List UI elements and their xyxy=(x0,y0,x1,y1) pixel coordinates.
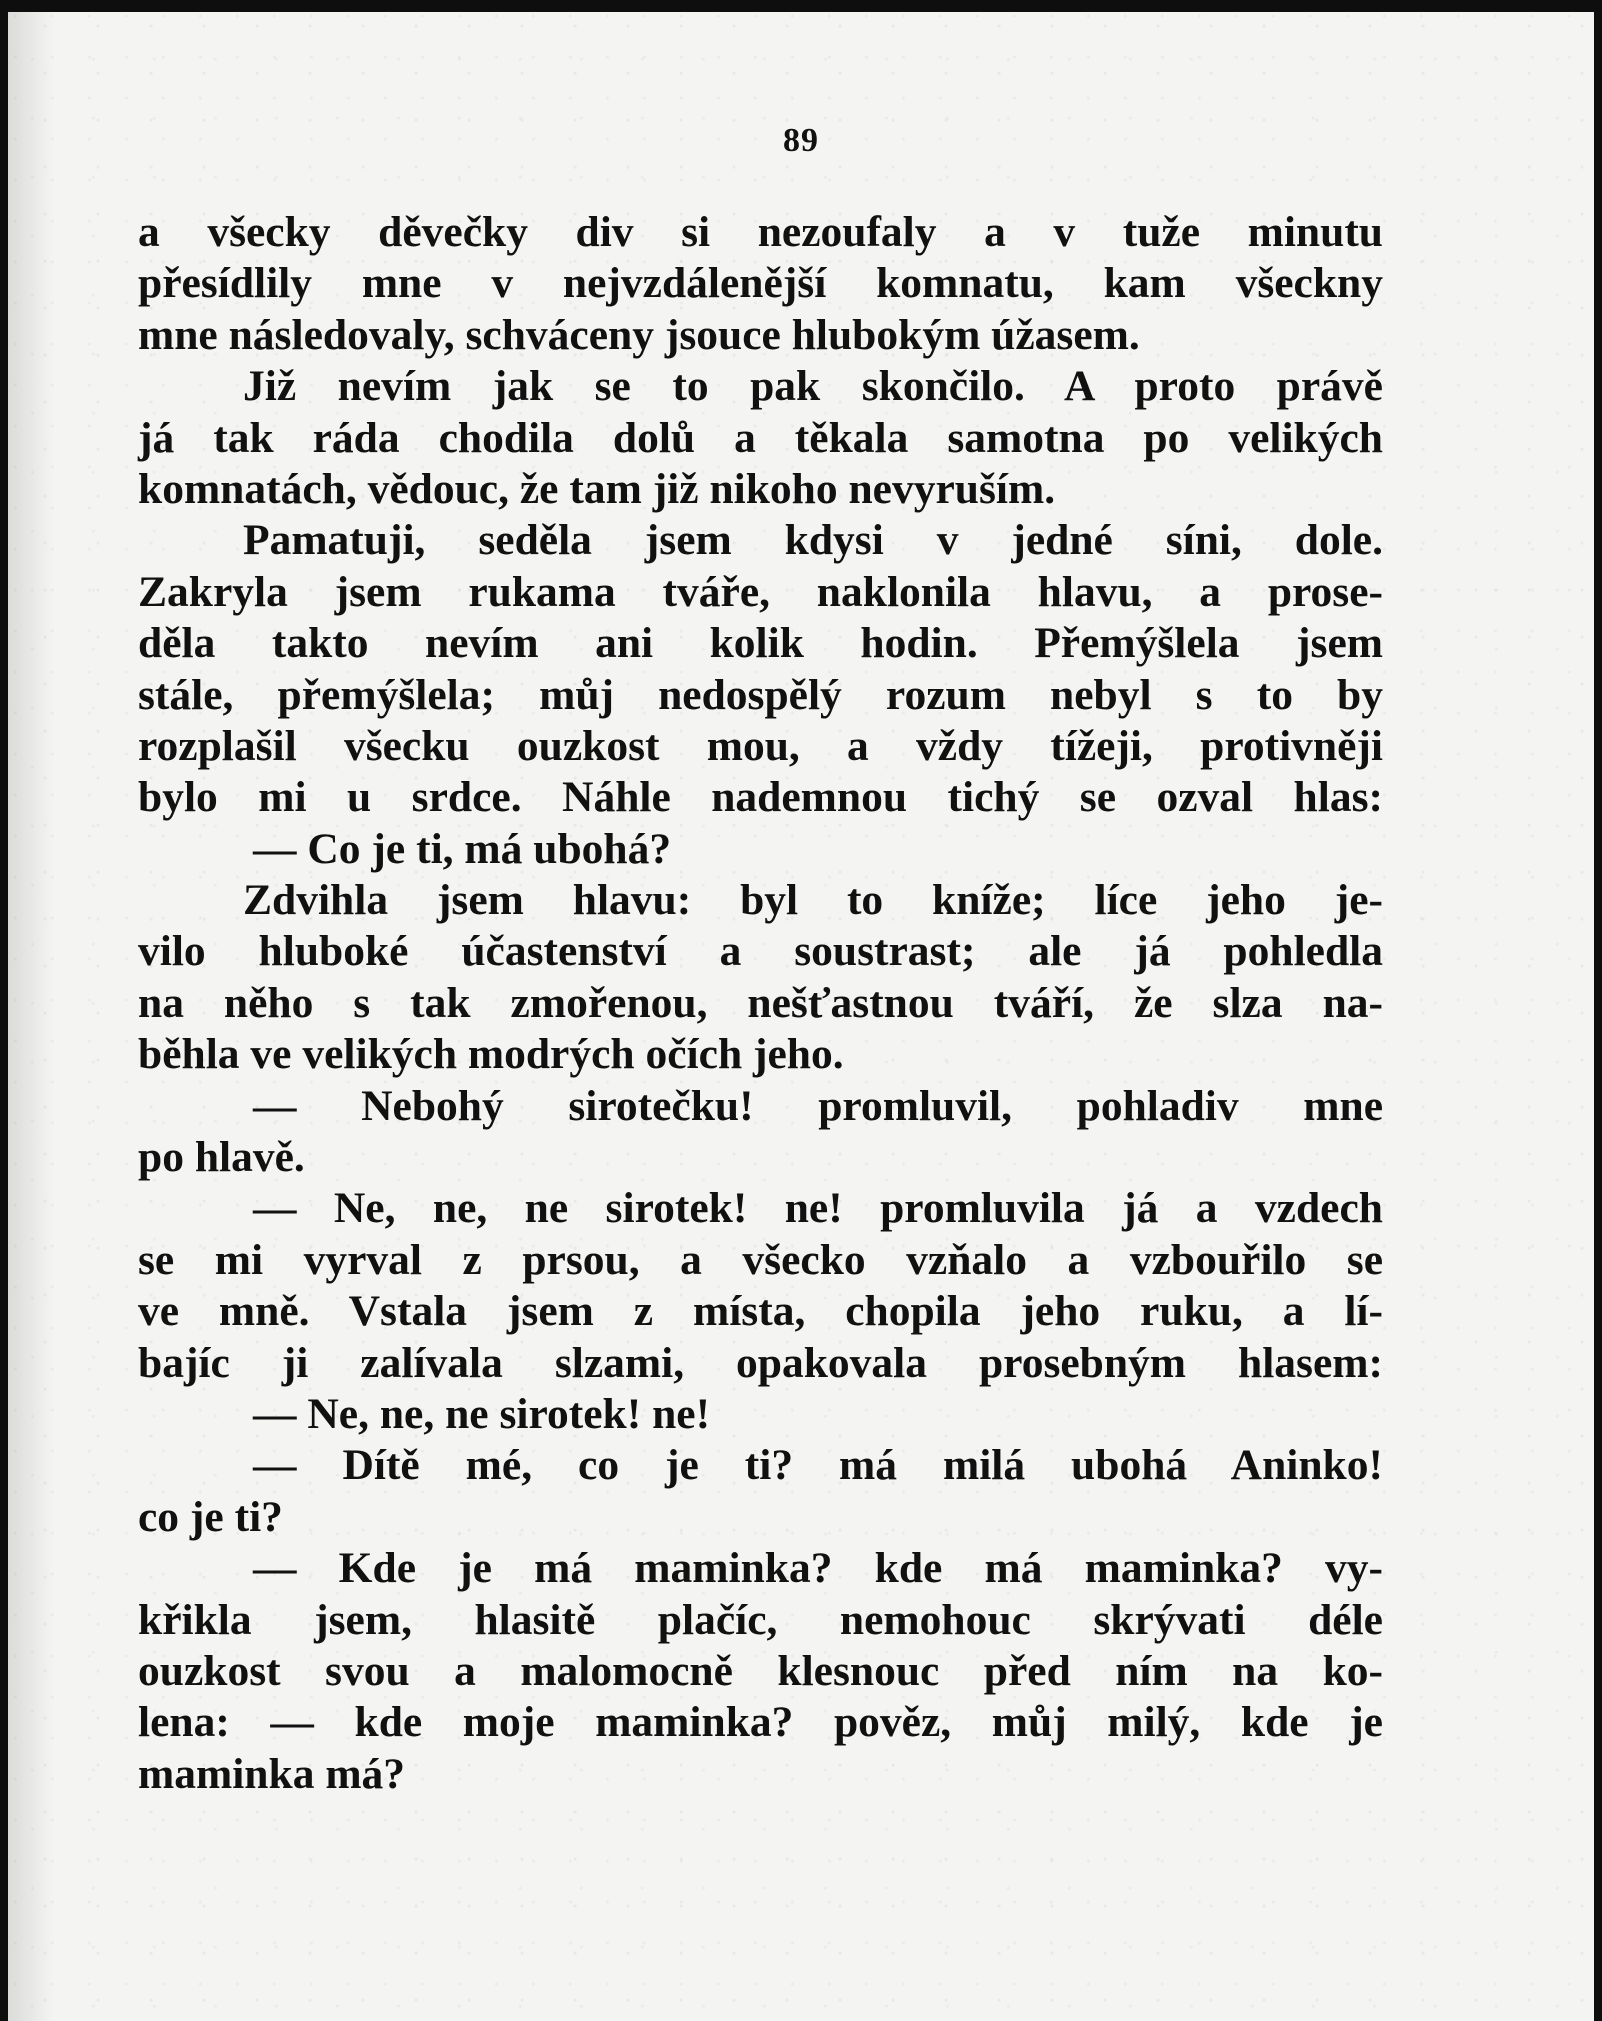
text-line: — Nebohý sirotečku! promluvil, pohladiv mne xyxy=(253,1081,1383,1130)
text-line: — Dítě mé, co je ti? má milá ubohá Aninko! xyxy=(253,1441,1383,1490)
book-page xyxy=(8,12,1594,2021)
text-line: — Kde je má maminka? kde má maminka? vy- xyxy=(253,1544,1383,1593)
text-line: ve mně. Vstala jsem z místa, chopila jeho ruku, a lí- xyxy=(138,1287,1383,1336)
text-line: Zdvihla jsem hlavu: byl to kníže; líce jeho je- xyxy=(243,876,1383,925)
text-line: — Ne, ne, ne sirotek! ne! xyxy=(253,1389,711,1438)
text-line: Zakryla jsem rukama tváře, naklonila hlavu, a prose- xyxy=(138,567,1383,616)
page-gutter-shadow xyxy=(8,12,54,2021)
text-line: Pamatuji, seděla jsem kdysi v jedné síni, dole. xyxy=(243,516,1383,565)
text-line: komnatách, vědouc, že tam již nikoho nevyruším. xyxy=(138,464,1056,513)
text-line: po hlavě. xyxy=(138,1133,305,1182)
text-line: na něho s tak zmořenou, nešťastnou tváří, že slza na- xyxy=(138,978,1383,1027)
text-line: lena: — kde moje maminka? pověz, můj milý, kde je xyxy=(138,1698,1383,1747)
text-line: křikla jsem, hlasitě plačíc, nemohouc skrývati déle xyxy=(138,1595,1383,1644)
text-line: maminka má? xyxy=(138,1749,406,1798)
text-line: já tak ráda chodila dolů a těkala samotna po velikých xyxy=(138,413,1383,462)
text-line: vilo hluboké účastenství a soustrast; ale já pohledla xyxy=(138,927,1383,976)
text-line: bylo mi u srdce. Náhle nademnou tichý se ozval hlas: xyxy=(138,773,1383,822)
text-line: rozplašil všecku ouzkost mou, a vždy tížeji, protivněji xyxy=(138,721,1383,770)
text-line: přesídlily mne v nejvzdálenější komnatu, kam všeckny xyxy=(138,259,1383,308)
text-line: Již nevím jak se to pak skončilo. A proto právě xyxy=(243,362,1383,411)
text-line: mne následovaly, schváceny jsouce hlubokým úžasem. xyxy=(138,310,1140,359)
text-line: co je ti? xyxy=(138,1492,283,1541)
text-line: bajíc ji zalívala slzami, opakovala prosebným hlasem: xyxy=(138,1338,1383,1387)
text-line: — Co je ti, má ubohá? xyxy=(253,824,672,873)
text-line: ouzkost svou a malomocně klesnouc před ním na ko- xyxy=(138,1646,1383,1695)
text-line: děla takto nevím ani kolik hodin. Přemýšlela jsem xyxy=(138,619,1383,668)
text-line: a všecky děvečky div si nezoufaly a v tuže minutu xyxy=(138,208,1383,256)
page-number: 89 xyxy=(783,122,819,159)
text-line: — Ne, ne, ne sirotek! ne! promluvila já a vzdech xyxy=(253,1184,1383,1233)
text-line: se mi vyrval z prsou, a všecko vzňalo a vzbouřilo se xyxy=(138,1235,1383,1284)
text-line: stále, přemýšlela; můj nedospělý rozum nebyl s to by xyxy=(138,670,1383,719)
page-body-text xyxy=(138,207,1383,1800)
text-line: běhla ve velikých modrých očích jeho. xyxy=(138,1030,844,1079)
